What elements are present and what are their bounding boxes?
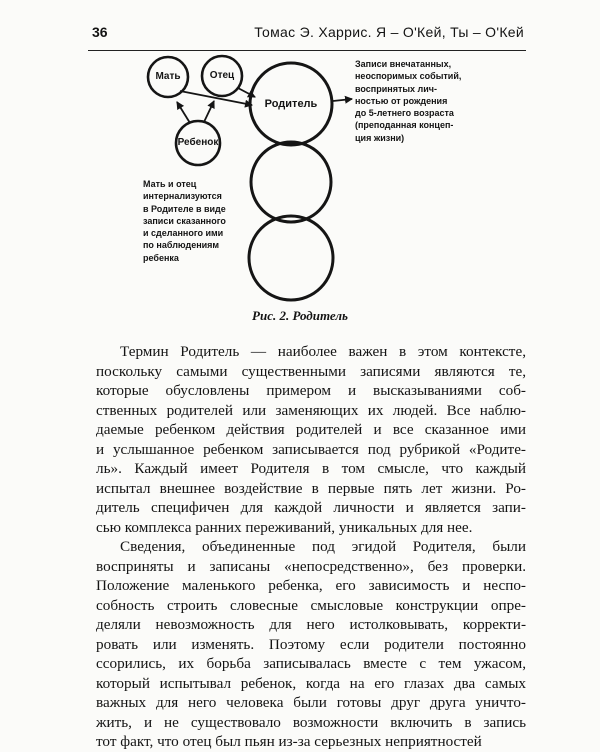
text-line: сью комплекса ранних переживаний, уникальных для нее. (96, 518, 473, 536)
arrow-parent-to-note (333, 99, 352, 101)
text-line: дитель специфичен для каждой личности и является запи- (96, 499, 526, 516)
diagram-drawing (0, 0, 600, 340)
text-line: тот факт, что отец был пьян из-за серьезных неприятностей (96, 733, 482, 750)
page-number: 36 (92, 24, 108, 40)
text-line: восприняты и записаны «непосредственно», без проверки. (96, 557, 526, 575)
records-note: Записи внечатанных, неоспоримых событий, воспринятых лич- ностью от рождения до 5-летнего возраста (преподанная концеп- ция жизни) (355, 59, 462, 143)
running-title: Томас Э. Харрис. Я – О'Кей, Ты – О'Кей (254, 24, 524, 40)
text-line: Сведения, объединенные под эгидой Родителя, были (120, 538, 526, 555)
text-line: ль». Каждый имеет Родителя в том смысле, что каждый (96, 460, 526, 477)
text-line: ссорились, их борьба записывалась вместе с тем ужасом, (96, 655, 526, 672)
text-line: которые обусловлены примером и высказываниями соб- (96, 382, 526, 399)
paragraph-1 (96, 342, 526, 537)
text-line: и услышанное ребенком записывается под рубрикой «Родите- (96, 440, 526, 458)
text-line: ровать или изменять. Поэтому если родители постоянно (96, 635, 526, 653)
child-label: Ребенок (177, 137, 219, 148)
text-line: поскольку самыми существенными записями являются те, (96, 362, 526, 380)
text-line: ственных родителей или заменяющих их людей. Все наблю- (96, 401, 526, 419)
text-line: деляли невозможность для него истолковывать, корректи- (96, 616, 526, 633)
paragraph-2 (96, 537, 526, 752)
text-line: жить, и не существовало возможности включить в запись (96, 713, 526, 731)
adult-circle (251, 142, 331, 222)
parent-label: Родитель (264, 98, 318, 110)
figure-caption: Рис. 2. Родитель (252, 308, 348, 323)
arrow-child-to-mother (177, 102, 190, 123)
text-line: важных для него человека были готовы друг друга уничто- (96, 694, 526, 711)
text-line: Положение маленького ребенка, его зависимость и неспо- (96, 577, 526, 594)
internalization-note: Мать и отец интернализуются в Родителе в виде записи сказанного и сделанного ими по наблюдениям ребенка (143, 179, 226, 263)
arrow-child-to-father (204, 101, 214, 122)
text-line: собность строить словесные смысловые конструкции опре- (96, 596, 526, 614)
text-line: Термин Родитель — наиболее важен в этом контексте, (120, 343, 526, 360)
text-line: даемые ребенком действия родителей и все сказанное ими (96, 421, 526, 438)
text-line: который испытывал ребенок, когда на его глазах два самых (96, 674, 526, 692)
text-line: испытал внешнее воздействие в первые пять лет жизни. Ро- (96, 479, 526, 497)
mother-label: Мать (155, 71, 181, 82)
father-label: Отец (209, 70, 235, 81)
child-ego-circle (249, 216, 333, 300)
body-text (96, 342, 526, 752)
arrow-mother-to-parent (180, 91, 252, 105)
parent-diagram (0, 0, 600, 340)
